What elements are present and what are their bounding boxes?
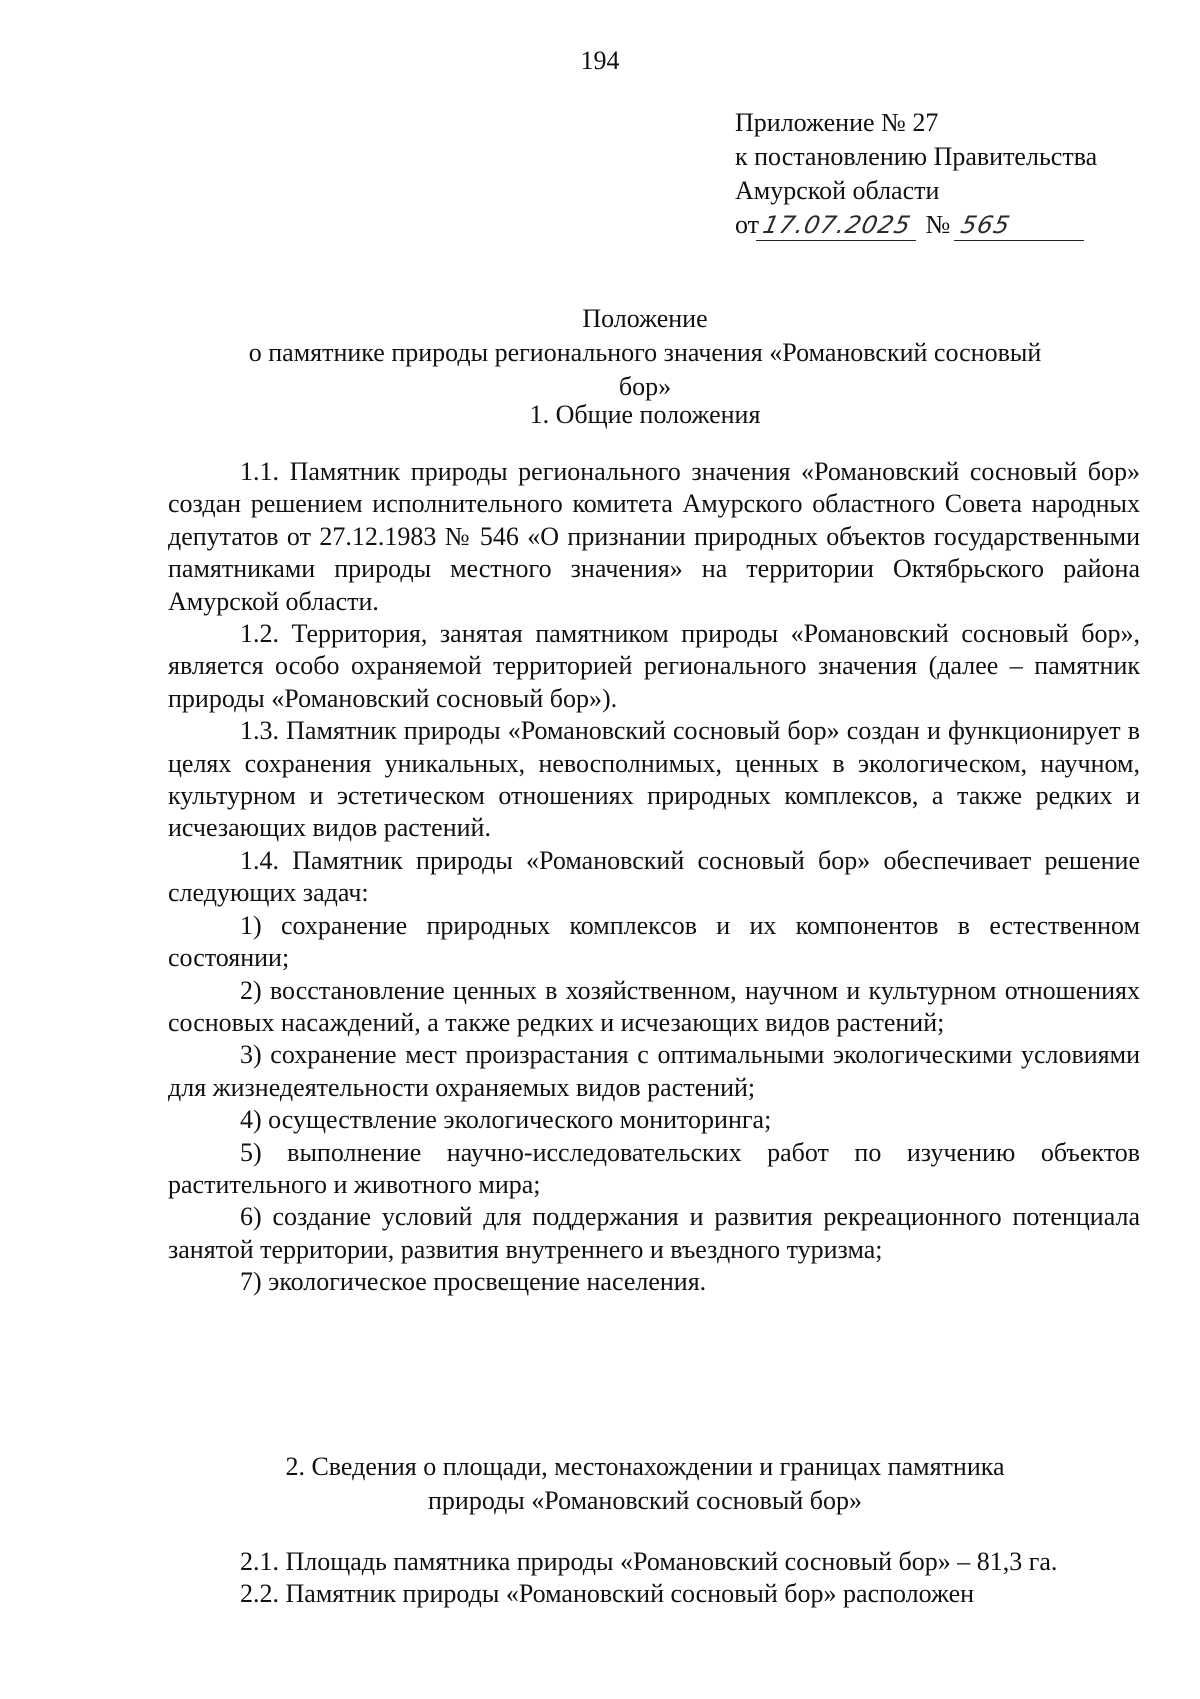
appendix-reference: к постановлению Правительства <box>735 142 1098 171</box>
paragraph: 1.3. Памятник природы «Романовский сосновый бор» создан и функционирует в целях сохранения уникальных, невосполнимых, ценных в экологическом, научном, культурном и эстетическом отношениях природных комплексов, а также редких и исчезающих видов растений. <box>168 716 1140 843</box>
document-title <box>150 302 1140 404</box>
handwritten-date: 17.07.2025 <box>756 212 922 241</box>
list-item: 5) выполнение научно-исследовательских работ по изучению объектов растительного и животного мира; <box>168 1137 1140 1199</box>
paragraph: 2.2. Памятник природы «Романовский сосновый бор» расположен <box>240 1579 975 1609</box>
title-line-2: о памятнике природы регионального значения «Романовский сосновый бор» <box>248 338 1042 401</box>
section-2-body <box>168 1546 1140 1611</box>
title-line-1: Положение <box>582 304 708 333</box>
paragraph: 1.4. Памятник природы «Романовский сосновый бор» обеспечивает решение следующих задач: <box>168 845 1140 908</box>
paragraph: 1.2. Территория, занятая памятником природы «Романовский сосновый бор», является особо охраняемой территорией регионального значения (далее – памятник природы «Романовский сосновый бор»). <box>168 619 1140 713</box>
section-2-heading-line-1: 2. Сведения о площади, местонахождении и границах памятника <box>285 1452 1005 1481</box>
appendix-date-number <box>735 208 1155 242</box>
list-item: 3) сохранение мест произрастания с оптимальными экологическими условиями для жизнедеятельности охраняемых видов растений; <box>168 1040 1140 1102</box>
section-2-heading <box>150 1450 1140 1518</box>
paragraph: 2.1. Площадь памятника природы «Романовский сосновый бор» – 81,3 га. <box>240 1547 1058 1576</box>
list-item: 2) восстановление ценных в хозяйственном, научном и культурном отношениях сосновых насаждений, а также редких и исчезающих видов растений; <box>168 975 1140 1037</box>
number-label: № <box>925 210 951 239</box>
list-item: 4) осуществление экологического мониторинга; <box>240 1105 772 1135</box>
paragraph: 1.1. Памятник природы регионального значения «Романовский сосновый бор» создан решением исполнительного комитета Амурского областного Совета народных депутатов от 27.12.1983 № 546 «О признании природных объектов государственными памятниками природы местного значения» на территории Октябрьского района Амурской области. <box>168 457 1140 616</box>
appendix-title: Приложение № 27 <box>735 108 939 137</box>
from-label: от <box>735 210 760 239</box>
appendix-region: Амурской области <box>735 176 940 205</box>
page-number: 194 <box>580 46 620 75</box>
list-item: 6) создание условий для поддержания и развития рекреационного потенциала занятой территории, развития внутреннего и въездного туризма; <box>168 1202 1140 1264</box>
section-1-heading: 1. Общие положения <box>529 400 761 429</box>
appendix-block <box>735 106 1155 242</box>
section-1-body <box>168 456 1140 1299</box>
list-item: 1) сохранение природных комплексов и их компонентов в естественном состоянии; <box>168 910 1140 973</box>
list-item: 7) экологическое просвещение населения. <box>240 1267 707 1297</box>
handwritten-number: 565 <box>954 212 1090 241</box>
section-2-heading-line-2: природы «Романовский сосновый бор» <box>428 1486 862 1515</box>
